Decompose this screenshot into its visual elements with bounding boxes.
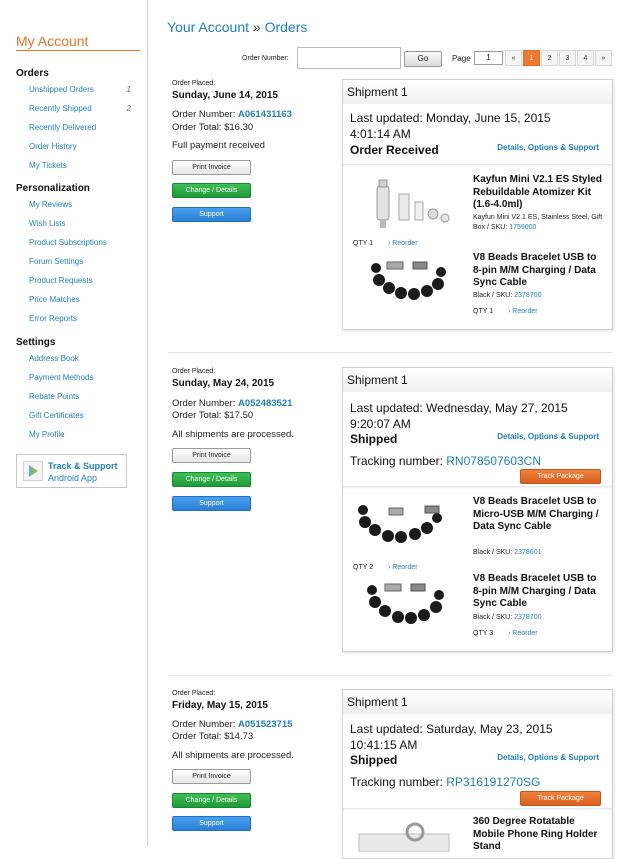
reorder-link[interactable]: › Reorder [508, 630, 538, 637]
sidebar-item-address-book[interactable]: Address Book [29, 354, 79, 363]
sidebar-item-label: Recently Shipped [29, 104, 92, 113]
product-sku-link[interactable]: 2378700 [514, 614, 542, 621]
tracking-label: Tracking number: [350, 454, 447, 468]
sidebar-item-order-history[interactable]: Order History [29, 142, 77, 151]
sidebar-item-payment-methods[interactable]: Payment Methods [29, 373, 94, 382]
page-label: Page [452, 54, 471, 63]
details-options-support-link[interactable]: Details, Options & Support [497, 143, 599, 152]
sidebar-item-product-requests[interactable]: Product Requests [29, 276, 93, 285]
item-qty: QTY 2 [353, 564, 374, 571]
product-sku-link[interactable]: 2378601 [514, 549, 542, 556]
product-variant: Kayfun Mini V2.1 ES, Stainless Steel, Gift Box / SKU: [473, 214, 603, 231]
order-processing-status: All shipments are processed. [172, 750, 294, 761]
sidebar-item-product-subscriptions[interactable]: Product Subscriptions [29, 238, 107, 247]
sidebar-item-label: Unshipped Orders [29, 85, 94, 94]
sidebar-heading-orders: Orders [16, 68, 49, 79]
product-image-atomizer[interactable] [357, 176, 457, 236]
page-button-2[interactable]: 2 [541, 50, 558, 66]
reorder-link[interactable]: › Reorder [388, 564, 418, 571]
sidebar-item-count: 1 [126, 85, 131, 94]
order-divider [168, 352, 613, 353]
reorder-link[interactable]: › Reorder [508, 308, 538, 315]
order-number [172, 109, 292, 120]
sidebar-item-error-reports[interactable]: Error Reports [29, 314, 78, 323]
tracking-number-link[interactable]: RN078507603CN [446, 454, 541, 468]
shipment-title: Shipment 1 [343, 690, 612, 714]
product-name-link[interactable]: V8 Beads Bracelet USB to Micro-USB M/M Charging / Data Sync Cable [473, 496, 599, 533]
breadcrumb-orders: Orders [264, 19, 308, 35]
app-subtitle: Android App [48, 473, 98, 483]
product-variant: Black / SKU: [473, 292, 515, 299]
sidebar-item-count: 2 [126, 104, 131, 113]
tracking-number-link[interactable]: RP316191270SG [446, 775, 541, 789]
tracking-number [350, 775, 540, 789]
product-image-bracelet-cable[interactable] [359, 576, 455, 634]
shipment-status: Shipped [350, 432, 398, 446]
order-divider [168, 675, 613, 676]
order-total-value: $16.30 [224, 122, 254, 133]
shipment-last-updated: Last updated: Wednesday, May 27, 2015 9:20:07 AM [350, 401, 568, 431]
item-qty: QTY 1 [473, 308, 494, 315]
support-button[interactable]: Support [172, 496, 251, 511]
sidebar-item-wish-lists[interactable]: Wish Lists [29, 219, 66, 228]
page-first-button[interactable]: « [505, 50, 522, 66]
order-number-link[interactable]: A051523715 [238, 719, 293, 730]
order-number-link[interactable]: A061431163 [238, 109, 292, 120]
sidebar-item-recently-shipped[interactable] [29, 104, 133, 113]
print-invoice-button[interactable]: Print Invoice [172, 160, 251, 175]
tracking-number [350, 454, 541, 468]
print-invoice-button[interactable]: Print Invoice [172, 448, 251, 463]
order-number-label: Order Number: [172, 719, 236, 730]
product-sku-link[interactable]: 1759000 [509, 224, 537, 231]
shipment-last-updated: Last updated: Saturday, May 23, 2015 10:41:15 AM [350, 722, 553, 752]
play-store-icon [23, 461, 43, 481]
order-payment-status: Full payment received [172, 140, 265, 151]
order-number-label: Order Number: [172, 398, 236, 409]
sidebar-item-my-reviews[interactable]: My Reviews [29, 200, 73, 209]
details-options-support-link[interactable]: Details, Options & Support [497, 432, 599, 441]
sidebar-item-my-tickets[interactable]: My Tickets [29, 161, 67, 170]
change-details-button[interactable]: Change / Details [172, 472, 251, 487]
order-placed-label: Order Placed: [172, 690, 216, 697]
page-input[interactable]: 1 [474, 51, 503, 65]
breadcrumb-separator: » [252, 19, 261, 35]
shipment-divider [343, 164, 612, 167]
item-qty: QTY 1 [353, 240, 374, 247]
change-details-button[interactable]: Change / Details [172, 793, 251, 808]
product-image-bracelet-cable[interactable] [361, 256, 457, 310]
order-number [172, 719, 292, 730]
shipment-last-updated: Last updated: Monday, June 15, 2015 4:01:14 AM [350, 111, 551, 141]
order-total [172, 122, 253, 133]
product-sku-link[interactable]: 2378700 [514, 292, 542, 299]
product-description [473, 613, 603, 623]
order-date: Sunday, May 24, 2015 [172, 378, 275, 389]
order-number-link[interactable]: A052483521 [238, 398, 293, 409]
product-name-link[interactable]: V8 Beads Bracelet USB to 8-pin M/M Charging / Data Sync Cable [473, 573, 597, 610]
sidebar-item-gift-certificates[interactable]: Gift Certificates [29, 411, 84, 420]
sidebar-item-recently-delivered[interactable]: Recently Delivered [29, 123, 97, 132]
track-package-button[interactable]: Track Package [520, 791, 601, 806]
change-details-button[interactable]: Change / Details [172, 183, 251, 198]
tracking-label: Tracking number: [350, 775, 447, 789]
shipment-card [342, 79, 613, 330]
track-package-button[interactable]: Track Package [520, 469, 601, 484]
order-total-value: $17.50 [224, 410, 254, 421]
product-variant: Black / SKU: [473, 614, 515, 621]
shipment-status: Shipped [350, 753, 398, 767]
go-button[interactable]: Go [404, 51, 442, 67]
breadcrumb-your-account[interactable]: Your Account [167, 19, 249, 35]
shipment-divider [343, 486, 612, 489]
app-title: Track & Support [48, 461, 118, 471]
product-name-link[interactable]: V8 Beads Bracelet USB to 8-pin M/M Charging / Data Sync Cable [473, 252, 597, 289]
shipment-card [342, 367, 613, 652]
shipment-title: Shipment 1 [343, 80, 612, 104]
details-options-support-link[interactable]: Details, Options & Support [497, 753, 599, 762]
page-button-1[interactable]: 1 [523, 50, 540, 66]
support-button[interactable]: Support [172, 207, 251, 222]
sidebar-title: My Account [16, 33, 140, 51]
order-total-label: Order Total: [172, 731, 222, 742]
order-total [172, 731, 253, 742]
page-button-3[interactable]: 3 [559, 50, 576, 66]
product-description [473, 291, 603, 301]
android-app-link[interactable] [16, 454, 127, 488]
product-variant: Black / SKU: [473, 549, 515, 556]
order-number-label: Order Number: [172, 109, 236, 120]
sidebar [0, 0, 148, 846]
product-image-ring-holder[interactable] [355, 822, 455, 852]
print-invoice-button[interactable]: Print Invoice [172, 769, 251, 784]
order-date: Friday, May 15, 2015 [172, 700, 268, 711]
product-name-link[interactable]: Kayfun Mini V2.1 ES Styled Rebuildable Atomizer Kit (1.6-4.0ml) [473, 174, 602, 211]
product-image-bracelet-cable[interactable] [353, 496, 453, 554]
order-placed-label: Order Placed: [172, 368, 216, 375]
order-number-label: Order Number: [242, 55, 289, 62]
breadcrumb [167, 19, 307, 35]
sidebar-heading-personalization: Personalization [16, 183, 90, 194]
page-button-4[interactable]: 4 [577, 50, 594, 66]
sidebar-item-my-profile[interactable]: My Profile [29, 430, 65, 439]
order-total-label: Order Total: [172, 122, 222, 133]
order-placed-label: Order Placed: [172, 80, 216, 87]
page-next-button[interactable]: » [595, 50, 612, 66]
shipment-status: Order Received [350, 143, 439, 157]
reorder-link[interactable]: › Reorder [388, 240, 418, 247]
product-description [473, 548, 603, 558]
order-number [172, 398, 292, 409]
order-number-input[interactable] [297, 47, 401, 69]
sidebar-item-price-matches[interactable]: Price Matches [29, 295, 80, 304]
sidebar-item-forum-settings[interactable]: Forum Settings [29, 257, 84, 266]
product-description [473, 213, 603, 233]
sidebar-heading-settings: Settings [16, 337, 56, 348]
sidebar-item-rebate-points[interactable]: Rebate Points [29, 392, 80, 401]
order-total [172, 410, 253, 421]
order-processing-status: All shipments are processed. [172, 429, 294, 440]
order-total-value: $14.73 [224, 731, 254, 742]
product-name-link[interactable]: 360 Degree Rotatable Mobile Phone Ring Holder Stand [473, 816, 598, 853]
support-button[interactable]: Support [172, 816, 251, 831]
order-date: Sunday, June 14, 2015 [172, 90, 278, 101]
item-qty: QTY 3 [473, 630, 494, 637]
sidebar-item-unshipped-orders[interactable] [29, 85, 133, 94]
order-total-label: Order Total: [172, 410, 222, 421]
shipment-card [342, 689, 613, 859]
shipment-title: Shipment 1 [343, 368, 612, 392]
shipment-divider [343, 808, 612, 811]
